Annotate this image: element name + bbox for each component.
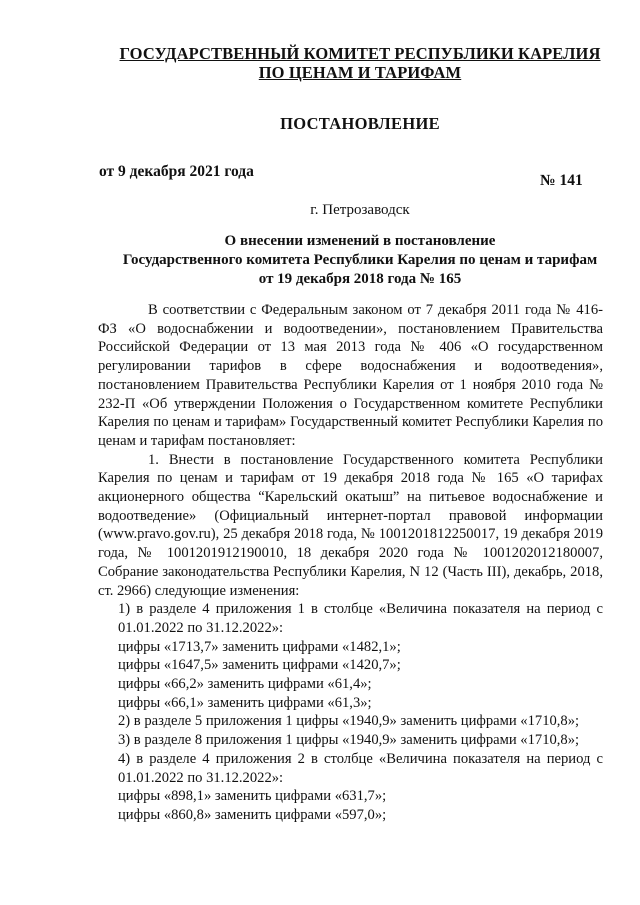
document-type: ПОСТАНОВЛЕНИЕ [280,114,440,133]
document-body [98,301,603,825]
subject-line-3: от 19 декабря 2018 года № 165 [258,271,462,287]
issuer-header [90,44,630,82]
subitem-4-change-a: цифры «898,1» заменить цифрами «631,7»; [118,788,387,805]
document-city: г. Петрозаводск [310,202,410,218]
document-subject [90,232,630,289]
subject-line-1: О внесении изменений в постановление [224,233,496,249]
document-number: № 141 [540,172,583,189]
issuer-line-2: ПО ЦЕНАМ И ТАРИФАМ [258,63,462,82]
subitem-1-change-b: цифры «1647,5» заменить цифрами «1420,7»; [118,657,401,674]
subitem-3: 3) в разделе 8 приложения 1 цифры «1940,9» заменить цифрами «1710,8»; [118,732,580,749]
subitem-4-change-b: цифры «860,8» заменить цифрами «597,0»; [118,806,387,823]
subitem-4: 4) в разделе 4 приложения 2 в столбце «Величина показателя на период с 01.01.2022 по 31.12.2022»: [118,750,603,786]
item-1-paragraph: 1. Внести в постановление Государственного комитета Республики Карелия по ценам и тарифам от 19 декабря 2018 года № 165 «О тарифах акционерного общества “Карельский окатыш” на питьевое водоснабжение и водоотведение» (Официальный интернет-портал правовой информации (www.pravo.gov.ru), 25 декабря 2018 года, № 1001201812250017, 19 декабря 2019 года, № 1001201912190010, 18 декабря 2020 года № 1001202012180007, Собрание законодательства Республики Карелия, N 12 (Часть III), декабрь, 2018, ст. 2966) следующие изменения: [98,451,603,599]
subject-line-2: Государственного комитета Республики Карелия по ценам и тарифам [122,252,598,268]
subitem-1: 1) в разделе 4 приложения 1 в столбце «Величина показателя на период с 01.01.2022 по 31.12.2022»: [118,601,603,636]
subitem-1-change-c: цифры «66,2» заменить цифрами «61,4»; [118,676,372,693]
preamble-paragraph: В соответствии с Федеральным законом от 7 декабря 2011 года № 416-ФЗ «О водоснабжении и водоотведении», постановлением Правительства Российской Федерации от 13 мая 2013 года № 406 «О государственном регулировании тарифов в сфере водоснабжения и водоотведения», постановлением Правительства Республики Карелия от 1 ноября 2010 года № 232-П «Об утверждении Положения о Государственном комитете Республики Карелия по ценам и тарифам» Государственный комитет Республики Карелия по ценам и тарифам постановляет: [98,302,603,449]
subitem-1-change-d: цифры «66,1» заменить цифрами «61,3»; [118,694,372,711]
issuer-line-1: ГОСУДАРСТВЕННЫЙ КОМИТЕТ РЕСПУБЛИКИ КАРЕЛИЯ [119,44,601,63]
subitem-2: 2) в разделе 5 приложения 1 цифры «1940,9» заменить цифрами «1710,8»; [118,713,580,730]
subitem-1-change-a: цифры «1713,7» заменить цифрами «1482,1»; [118,638,401,655]
document-date: от 9 декабря 2021 года [99,163,254,180]
